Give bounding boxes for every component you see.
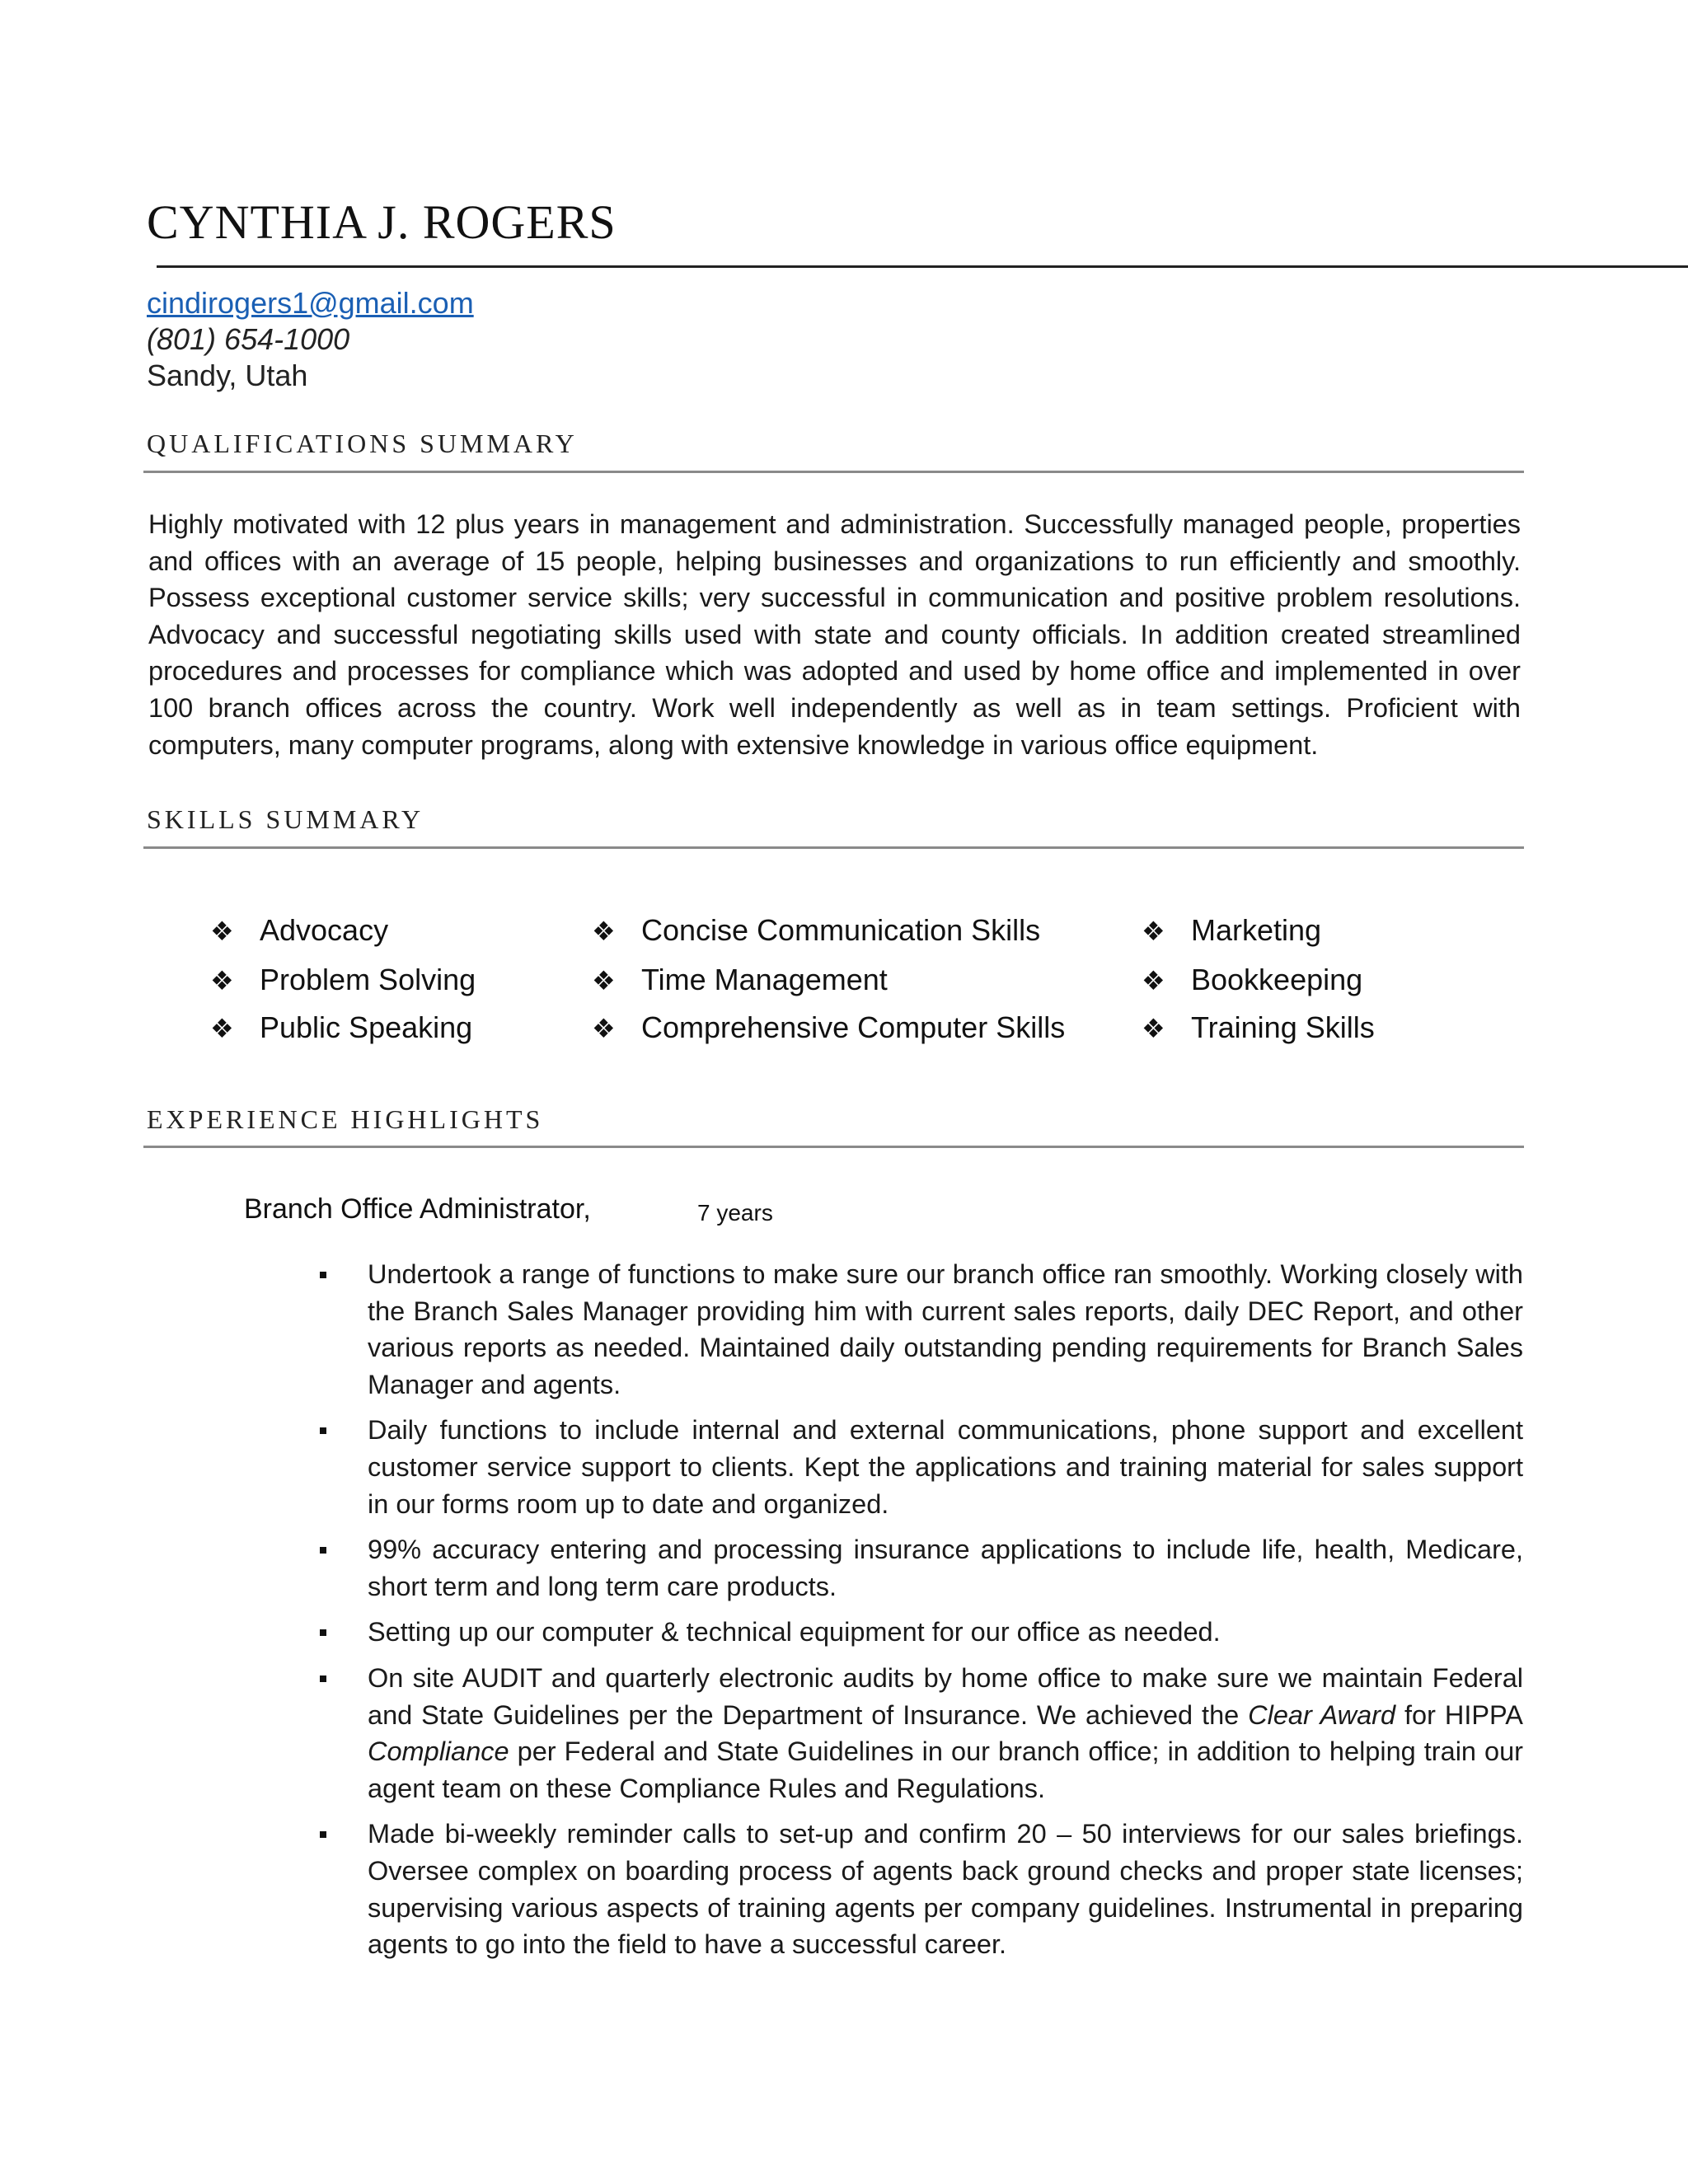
skill-item: ❖ Time Management bbox=[592, 963, 888, 996]
list-item: Setting up our computer & technical equipment for our office as needed. bbox=[320, 1614, 1523, 1651]
list-item: Made bi-weekly reminder calls to set-up and confirm 20 – 50 interviews for our sales briefings. Oversee complex on boarding process of agents back ground checks and proper state licenses; supervising various aspects of training agents per company guidelines. Instrumental in preparing agents to go into the field to have a successful career. bbox=[320, 1816, 1523, 1962]
skill-item: ❖ Training Skills bbox=[1142, 1010, 1375, 1044]
experience-divider bbox=[143, 1146, 1524, 1148]
diamond-bullet-icon: ❖ bbox=[210, 966, 234, 996]
list-item: 99% accuracy entering and processing insurance applications to include life, health, Medicare, short term and long term care products. bbox=[320, 1531, 1523, 1605]
diamond-bullet-icon: ❖ bbox=[592, 1014, 616, 1043]
job-title: Branch Office Administrator, bbox=[244, 1193, 591, 1225]
diamond-bullet-icon: ❖ bbox=[1142, 966, 1165, 996]
diamond-bullet-icon: ❖ bbox=[592, 966, 616, 996]
skill-item: ❖ Marketing bbox=[1142, 913, 1322, 947]
square-bullet-icon bbox=[320, 1272, 326, 1278]
qualifications-divider bbox=[143, 471, 1524, 473]
square-bullet-icon bbox=[320, 1831, 326, 1838]
square-bullet-icon bbox=[320, 1427, 326, 1434]
compliance-term: Compliance bbox=[368, 1736, 509, 1767]
list-item: Undertook a range of functions to make sure our branch office ran smoothly. Working closely with the Branch Sales Manager providing him with current sales reports, daily DEC Report, and other various reports as needed. Maintained daily outstanding pending requirements for Branch Sales Manager and agents. bbox=[320, 1256, 1523, 1403]
square-bullet-icon bbox=[320, 1629, 326, 1636]
phone-number: (801) 654-1000 bbox=[147, 322, 350, 356]
skill-item: ❖ Advocacy bbox=[210, 913, 389, 947]
contact-block bbox=[147, 285, 474, 394]
skill-item: ❖ Concise Communication Skills bbox=[592, 913, 1041, 947]
list-item: Daily functions to include internal and external communications, phone support and excellent customer service support to clients. Kept the applications and training material for sales support in our forms room up to date and organized. bbox=[320, 1412, 1523, 1522]
diamond-bullet-icon: ❖ bbox=[210, 916, 234, 946]
square-bullet-icon bbox=[320, 1547, 326, 1554]
skill-item: ❖ Public Speaking bbox=[210, 1010, 473, 1044]
diamond-bullet-icon: ❖ bbox=[1142, 916, 1165, 946]
diamond-bullet-icon: ❖ bbox=[592, 916, 616, 946]
list-item: On site AUDIT and quarterly electronic audits by home office to make sure we maintain Federal and State Guidelines per the Department of Insurance. We achieved the Clear Award for HIPPA Compliance per Federal and State Guidelines in our branch office; in addition to helping train our agent team on these Compliance Rules and Regulations. bbox=[320, 1660, 1523, 1807]
diamond-bullet-icon: ❖ bbox=[1142, 1014, 1165, 1043]
email-link[interactable]: cindirogers1@gmail.com bbox=[147, 286, 474, 320]
qualifications-heading: QUALIFICATIONS SUMMARY bbox=[147, 429, 578, 458]
location: Sandy, Utah bbox=[147, 359, 308, 392]
skills-divider bbox=[143, 846, 1524, 849]
skills-heading: SKILLS SUMMARY bbox=[147, 804, 424, 834]
name-divider bbox=[157, 265, 1688, 268]
candidate-name: CYNTHIA J. ROGERS bbox=[147, 195, 617, 249]
job-duration: 7 years bbox=[697, 1200, 773, 1226]
skill-item: ❖ Comprehensive Computer Skills bbox=[592, 1010, 1066, 1044]
skill-item: ❖ Bookkeeping bbox=[1142, 963, 1363, 996]
skill-item: ❖ Problem Solving bbox=[210, 963, 476, 996]
experience-bullets bbox=[320, 1256, 1523, 1972]
square-bullet-icon bbox=[320, 1675, 326, 1682]
qualifications-text: Highly motivated with 12 plus years in management and administration. Successfully managed people, properties and offices with an average of 15 people, helping businesses and organizations to run efficiently and smoothly. Possess exceptional customer service skills; very successful in communication and positive problem resolutions. Advocacy and successful negotiating skills used with state and county officials. In addition created streamlined procedures and processes for compliance which was adopted and used by home office and implemented in over 100 branch offices across the country. Work well independently as well as in team settings. Proficient with computers, many computer programs, along with extensive knowledge in various office equipment. bbox=[148, 509, 1521, 760]
diamond-bullet-icon: ❖ bbox=[210, 1014, 234, 1043]
experience-heading: EXPERIENCE HIGHLIGHTS bbox=[147, 1104, 544, 1134]
clear-award: Clear Award bbox=[1248, 1699, 1396, 1730]
